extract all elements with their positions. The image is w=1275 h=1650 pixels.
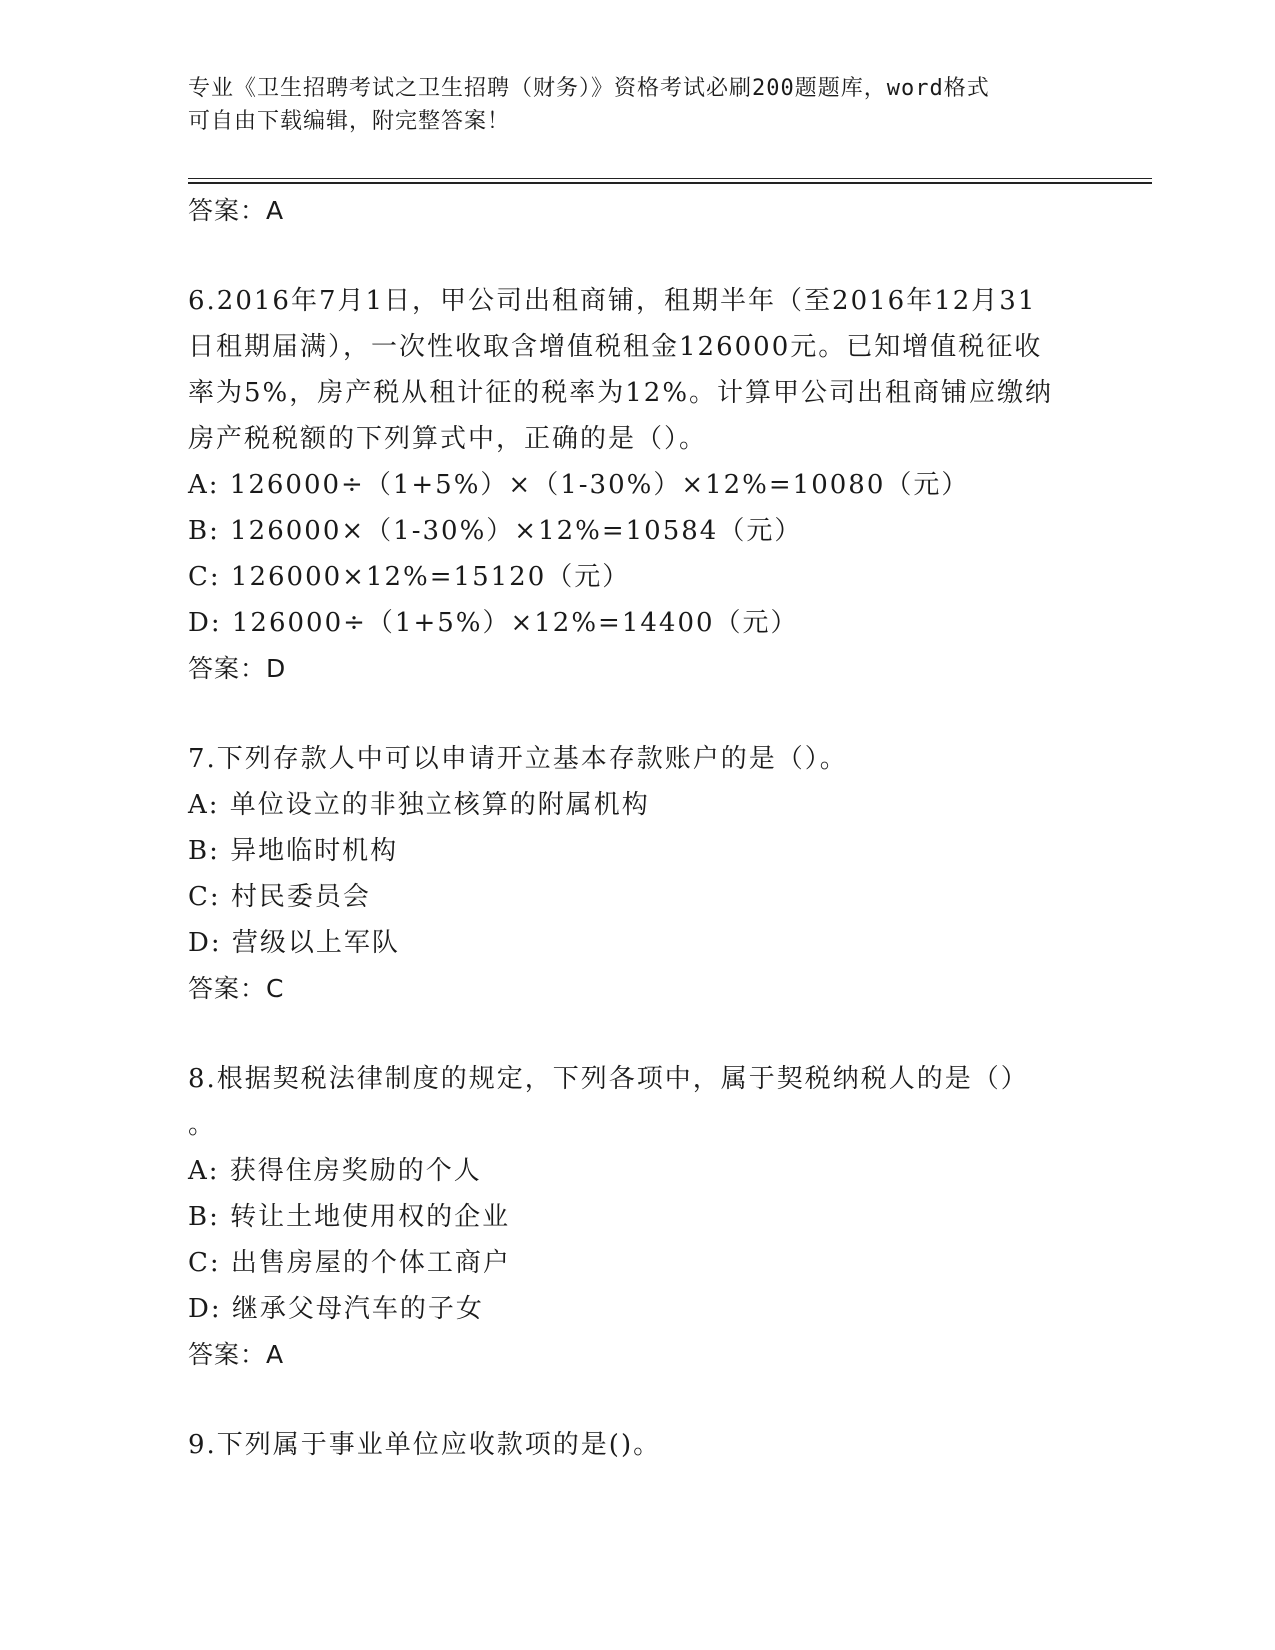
- question-8-line-1: 8.根据契税法律制度的规定，下列各项中，属于契税纳税人的是（）: [188, 1064, 1029, 1094]
- question-6-answer: 答案：D: [188, 654, 287, 683]
- question-7-option-c: C: 村民委员会: [188, 882, 371, 912]
- question-7-option-a: A: 单位设立的非独立核算的附属机构: [188, 790, 650, 820]
- header-line-1: 专业《卫生招聘考试之卫生招聘（财务）》资格考试必刷200题题库，word格式: [188, 76, 990, 101]
- question-6-option-d: D: 126000÷（1+5%）×12%=14400（元）: [188, 608, 799, 638]
- question-6-option-b: B: 126000×（1-30%）×12%=10584（元）: [188, 516, 803, 546]
- question-7-answer: 答案：C: [188, 974, 285, 1003]
- document-body: [188, 188, 1088, 1468]
- spacer: [188, 1378, 1088, 1422]
- question-6-line-4: 房产税税额的下列算式中，正确的是（）。: [188, 424, 708, 454]
- question-6-line-2: 日租期届满），一次性收取含增值税租金126000元。已知增值税征收: [188, 332, 1043, 362]
- question-8-option-a: A: 获得住房奖励的个人: [188, 1156, 482, 1186]
- question-6-line-3: 率为5%，房产税从租计征的税率为12%。计算甲公司出租商铺应缴纳: [188, 378, 1054, 408]
- header-line-2: 可自由下载编辑，附完整答案！: [188, 109, 511, 134]
- header-divider: [188, 178, 1152, 184]
- question-9-line-1: 9.下列属于事业单位应收款项的是()。: [188, 1430, 662, 1460]
- question-7: [188, 736, 1088, 1012]
- question-8-option-c: C: 出售房屋的个体工商户: [188, 1248, 511, 1278]
- question-8-answer: 答案：A: [188, 1340, 285, 1369]
- page-header: [188, 72, 1068, 138]
- question-8-line-2: 。: [188, 1110, 217, 1140]
- question-8-option-d: D: 继承父母汽车的子女: [188, 1294, 484, 1324]
- question-7-option-b: B: 异地临时机构: [188, 836, 399, 866]
- spacer: [188, 1012, 1088, 1056]
- question-8: [188, 1056, 1088, 1378]
- question-6-line-1: 6.2016年7月1日，甲公司出租商铺，租期半年（至2016年12月31: [188, 286, 1037, 316]
- question-6: [188, 278, 1088, 692]
- question-7-option-d: D: 营级以上军队: [188, 928, 400, 958]
- answer-previous: 答案：A: [188, 196, 285, 225]
- spacer: [188, 692, 1088, 736]
- spacer: [188, 234, 1088, 278]
- question-6-option-a: A: 126000÷（1+5%）×（1-30%）×12%=10080（元）: [188, 470, 970, 500]
- question-7-line-1: 7.下列存款人中可以申请开立基本存款账户的是（）。: [188, 744, 848, 774]
- question-6-option-c: C: 126000×12%=15120（元）: [188, 562, 631, 592]
- question-8-option-b: B: 转让土地使用权的企业: [188, 1202, 511, 1232]
- question-9: [188, 1422, 1088, 1468]
